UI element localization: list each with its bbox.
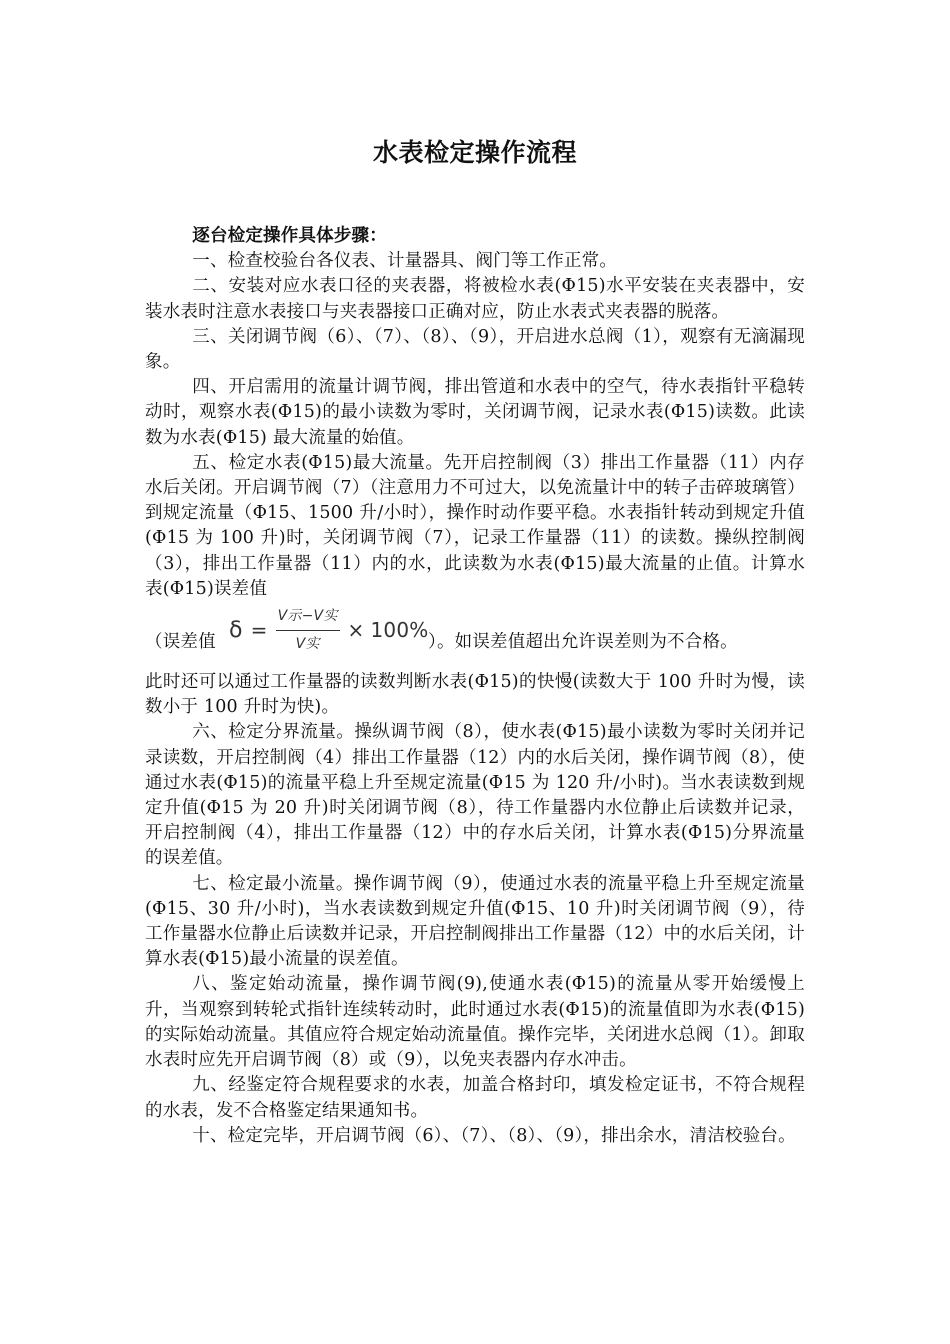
step-6: 六、检定分界流量。操纵调节阀（8），使水表(Φ15)最小读数为零时关闭并记录读数，开启控制阀（4）排出工作量器（12）内的水后关闭，操作调节阀（8），使通过水表(Φ15)的流量平稳上升至规定流量(Φ15 为 120 升/小时)。当水表读数到规定升值(Φ15 为 20 升)时关闭调节阀（8），待工作量器内水位静止后读数并记录，开启控制阀（4），排出工作量器（12）中的存水后关闭，计算水表(Φ15)分界流量的误差值。 <box>145 722 805 869</box>
document-title: 水表检定操作流程 <box>372 138 577 167</box>
step-4: 四、开启需用的流量计调节阀，排出管道和水表中的空气，待水表指针平稳转动时，观察水表(Φ15)的最小读数为零时，关闭调节阀，记录水表(Φ15)读数。此读数为水表(Φ15) 最大流量的始值。 <box>145 377 805 448</box>
step-10: 十、检定完毕，开启调节阀（6）、（7）、（8）、（9），排出余水，清洁校验台。 <box>192 1125 796 1146</box>
step-1: 一、检查校验台各仪表、计量器具、阀门等工作正常。 <box>192 251 618 272</box>
formula-percent: 100% <box>370 618 429 643</box>
section-subheading: 逐台检定操作具体步骤： <box>192 226 387 246</box>
formula-delta: δ <box>229 618 243 644</box>
formula-trailing-text: ）。如误差值超出允许误差则为不合格。 <box>428 632 738 653</box>
error-formula-line <box>145 602 805 670</box>
formula-label: （误差值 <box>145 632 216 653</box>
step-2: 二、安装对应水表口径的夹表器，将被检水表(Φ15)水平安装在夹表器中，安装水表时注意水表接口与夹表器接口正确对应，防止水表式夹表器的脱落。 <box>145 276 805 322</box>
step-7: 七、检定最小流量。操作调节阀（9），使通过水表的流量平稳上升至规定流量(Φ15、30 升/小时)，当水表读数到规定升值(Φ15、10 升)时关闭调节阀（9），待工作量器水位静止后读数并记录，开启控制阀排出工作量器（12）中的水后关闭，计算水表(Φ15)最小流量的误差值。 <box>145 873 805 970</box>
step-5-continued: 此时还可以通过工作量器的读数判断水表(Φ15)的快慢(读数大于 100 升时为慢，读数小于 100 升时为快)。 <box>145 672 805 718</box>
error-formula <box>229 604 428 657</box>
formula-denominator: V实 <box>295 636 320 653</box>
step-8: 八、鉴定始动流量，操作调节阀(9),使通水表(Φ15)的流量从零开始缓慢上升，当观察到转轮式指针连续转动时，此时通过水表(Φ15)的流量值即为水表(Φ15)的实际始动流量。其值应符合规定始动流量值。操作完毕，关闭进水总阀（1）。卸取水表时应先开启调节阀（8）或（9），以免夹表器内存水冲击。 <box>145 974 805 1071</box>
formula-fraction <box>276 604 340 657</box>
formula-numerator: V示−V实 <box>276 604 340 631</box>
formula-times: × <box>347 618 365 643</box>
formula-equals: = <box>250 618 268 643</box>
step-9: 九、经鉴定符合规程要求的水表，加盖合格封印，填发检定证书，不符合规程的水表，发不合格鉴定结果通知书。 <box>145 1075 805 1121</box>
document-body <box>145 224 805 1149</box>
step-5: 五、检定水表(Φ15)最大流量。先开启控制阀（3）排出工作量器（11）内存水后关闭。开启调节阀（7）（注意用力不可过大，以免流量计中的转子击碎玻璃管）到规定流量（Φ15、1500 升/小时），操作时动作要平稳。水表指针转动到规定升值(Φ15 为 100 升)时，关闭调节阀（7），记录工作量器（11）的读数。操纵控制阀（3），排出工作量器（11）内的水，此读数为水表(Φ15)最大流量的止值。计算水表(Φ15)误差值 <box>145 452 805 599</box>
step-3: 三、关闭调节阀（6）、（7）、（8）、（9），开启进水总阀（1），观察有无滴漏现象。 <box>145 326 805 373</box>
